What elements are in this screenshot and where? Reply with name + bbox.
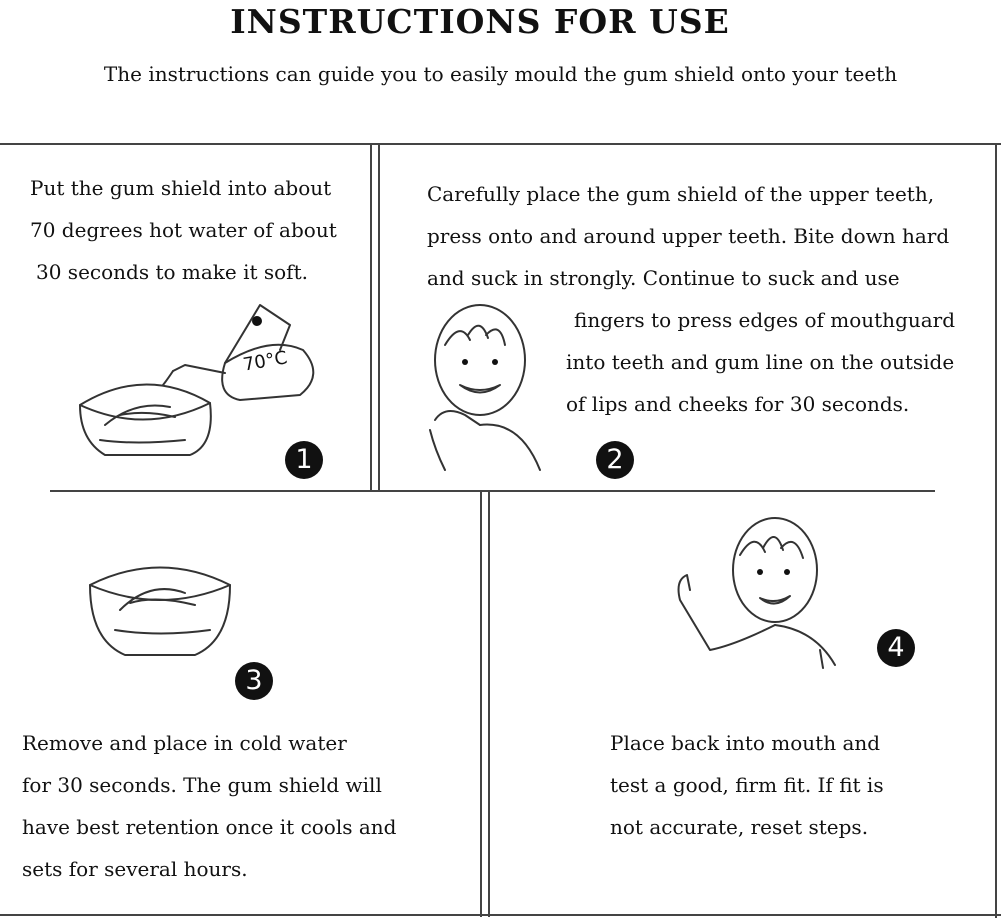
step-3-line: have best retention once it cools and [22, 815, 397, 839]
boy-fitting-mouthguard-illustration [420, 300, 560, 475]
vertical-divider-bottom-2 [488, 492, 490, 917]
step-3-line: sets for several hours. [22, 857, 248, 881]
step-4-line: not accurate, reset steps. [610, 815, 869, 839]
step-1-line: 70 degrees hot water of about [30, 218, 337, 242]
step-2-line: fingers to press edges of mouthguard [574, 308, 956, 332]
step-4-text [610, 722, 884, 848]
step-4-line: test a good, firm fit. If fit is [610, 773, 884, 797]
step-2-line: press onto and around upper teeth. Bite down hard [427, 224, 950, 248]
step-1-line: Put the gum shield into about [30, 176, 332, 200]
right-edge-line [995, 143, 997, 918]
bottom-divider [0, 914, 1001, 916]
step-2-text-side [566, 299, 955, 425]
bowl-cold-water-illustration [85, 555, 245, 670]
vertical-divider-top-2 [378, 145, 380, 490]
step-4-badge: 4 [877, 629, 915, 667]
step-3-line: for 30 seconds. The gum shield will [22, 773, 382, 797]
kettle-label: 70°C [241, 347, 289, 376]
step-2-line: into teeth and gum line on the outside [566, 350, 955, 374]
step-3-badge: 3 [235, 662, 273, 700]
top-divider [0, 143, 1001, 145]
page-subtitle: The instructions can guide you to easily mould the gum shield onto your teeth [103, 62, 898, 86]
step-1-badge: 1 [285, 441, 323, 479]
page-title: INSTRUCTIONS FOR USE [230, 2, 730, 41]
step-2-line: Carefully place the gum shield of the upper teeth, [427, 182, 935, 206]
boy-thumbs-up-illustration [665, 510, 845, 670]
step-3-line: Remove and place in cold water [22, 731, 347, 755]
step-4-line: Place back into mouth and [610, 731, 881, 755]
vertical-divider-bottom [480, 492, 482, 917]
step-1-text [30, 167, 337, 293]
step-2-line: and suck in strongly. Continue to suck and use [427, 266, 900, 290]
middle-divider [50, 490, 935, 492]
step-2-line: of lips and cheeks for 30 seconds. [566, 392, 910, 416]
step-2-badge: 2 [596, 441, 634, 479]
step-3-text [22, 722, 396, 890]
step-2-text [427, 173, 949, 299]
vertical-divider-top [370, 145, 372, 490]
step-1-line: 30 seconds to make it soft. [36, 260, 308, 284]
